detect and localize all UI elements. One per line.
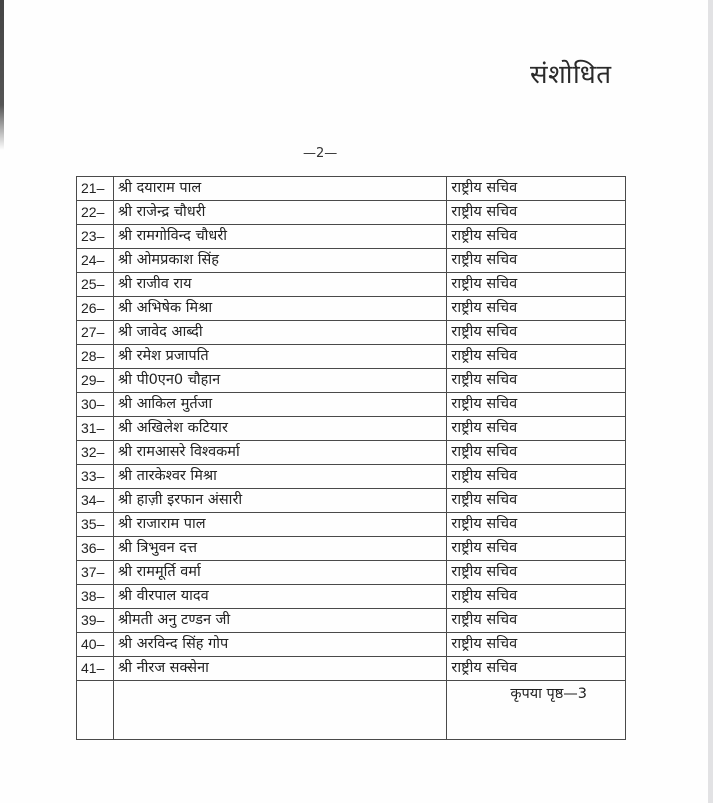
designation: राष्ट्रीय सचिव (447, 633, 626, 657)
member-name: श्री अभिषेक मिश्रा (113, 297, 446, 321)
table-row (77, 321, 626, 345)
table-row (77, 465, 626, 489)
serial-number: 22– (77, 201, 114, 225)
designation: राष्ट्रीय सचिव (447, 297, 626, 321)
designation: राष्ट्रीय सचिव (447, 513, 626, 537)
table-row (77, 345, 626, 369)
table-row (77, 417, 626, 441)
member-name: श्री राममूर्ति वर्मा (113, 561, 446, 585)
serial-number: 21– (77, 177, 114, 201)
serial-number: 40– (77, 633, 114, 657)
serial-number: 32– (77, 441, 114, 465)
member-name: श्री राजाराम पाल (113, 513, 446, 537)
designation: राष्ट्रीय सचिव (447, 537, 626, 561)
table-row (77, 585, 626, 609)
designation: राष्ट्रीय सचिव (447, 225, 626, 249)
member-name: श्री त्रिभुवन दत्त (113, 537, 446, 561)
serial-number: 27– (77, 321, 114, 345)
table-row (77, 609, 626, 633)
member-name: श्री अखिलेश कटियार (113, 417, 446, 441)
designation: राष्ट्रीय सचिव (447, 441, 626, 465)
member-name: श्री नीरज सक्सेना (113, 657, 446, 681)
member-name: श्रीमती अनु टण्डन जी (113, 609, 446, 633)
continue-cell (447, 681, 626, 740)
table-row (77, 369, 626, 393)
page-right-edge (708, 0, 713, 803)
member-name: श्री रमेश प्रजापति (113, 345, 446, 369)
table-row (77, 177, 626, 201)
member-name: श्री राजीव राय (113, 273, 446, 297)
table-row (77, 441, 626, 465)
empty-cell (113, 681, 446, 740)
designation: राष्ट्रीय सचिव (447, 657, 626, 681)
member-name: श्री दयाराम पाल (113, 177, 446, 201)
designation: राष्ट्रीय सचिव (447, 465, 626, 489)
serial-number: 36– (77, 537, 114, 561)
designation: राष्ट्रीय सचिव (447, 345, 626, 369)
table-row (77, 537, 626, 561)
table-row (77, 513, 626, 537)
serial-number: 31– (77, 417, 114, 441)
empty-cell (77, 681, 114, 740)
page-left-edge-shadow (0, 0, 4, 150)
member-name: श्री पी0एन0 चौहान (113, 369, 446, 393)
table-row (77, 273, 626, 297)
member-name: श्री हाज़ी इरफान अंसारी (113, 489, 446, 513)
table-row (77, 657, 626, 681)
designation: राष्ट्रीय सचिव (447, 273, 626, 297)
serial-number: 38– (77, 585, 114, 609)
serial-number: 30– (77, 393, 114, 417)
member-name: श्री अरविन्द सिंह गोप (113, 633, 446, 657)
member-name: श्री ओमप्रकाश सिंह (113, 249, 446, 273)
member-name: श्री तारकेश्वर मिश्रा (113, 465, 446, 489)
serial-number: 23– (77, 225, 114, 249)
designation: राष्ट्रीय सचिव (447, 321, 626, 345)
table-row (77, 489, 626, 513)
designation: राष्ट्रीय सचिव (447, 417, 626, 441)
serial-number: 37– (77, 561, 114, 585)
serial-number: 24– (77, 249, 114, 273)
member-name: श्री आकिल मुर्तजा (113, 393, 446, 417)
designation: राष्ट्रीय सचिव (447, 561, 626, 585)
designation: राष्ट्रीय सचिव (447, 369, 626, 393)
serial-number: 35– (77, 513, 114, 537)
serial-number: 26– (77, 297, 114, 321)
designation: राष्ट्रीय सचिव (447, 585, 626, 609)
table-row (77, 297, 626, 321)
member-name: श्री रामगोविन्द चौधरी (113, 225, 446, 249)
table-row (77, 633, 626, 657)
designation: राष्ट्रीय सचिव (447, 249, 626, 273)
page-number: —2— (303, 146, 338, 161)
designation: राष्ट्रीय सचिव (447, 177, 626, 201)
serial-number: 28– (77, 345, 114, 369)
member-name: श्री राजेन्द्र चौधरी (113, 201, 446, 225)
serial-number: 34– (77, 489, 114, 513)
member-name: श्री वीरपाल यादव (113, 585, 446, 609)
serial-number: 25– (77, 273, 114, 297)
serial-number: 41– (77, 657, 114, 681)
table-row (77, 561, 626, 585)
member-name: श्री रामआसरे विश्वकर्मा (113, 441, 446, 465)
serial-number: 33– (77, 465, 114, 489)
table-row (77, 201, 626, 225)
revised-heading: संशोधित (530, 60, 612, 90)
table-row (77, 249, 626, 273)
designation: राष्ट्रीय सचिव (447, 393, 626, 417)
designation: राष्ट्रीय सचिव (447, 201, 626, 225)
table-row (77, 225, 626, 249)
member-name: श्री जावेद आब्दी (113, 321, 446, 345)
national-secretaries-table (76, 176, 626, 740)
table-footer-row (77, 681, 626, 740)
continue-on-page-note: कृपया पृष्ठ—3 (510, 686, 587, 702)
serial-number: 29– (77, 369, 114, 393)
serial-number: 39– (77, 609, 114, 633)
designation: राष्ट्रीय सचिव (447, 609, 626, 633)
table-row (77, 393, 626, 417)
designation: राष्ट्रीय सचिव (447, 489, 626, 513)
